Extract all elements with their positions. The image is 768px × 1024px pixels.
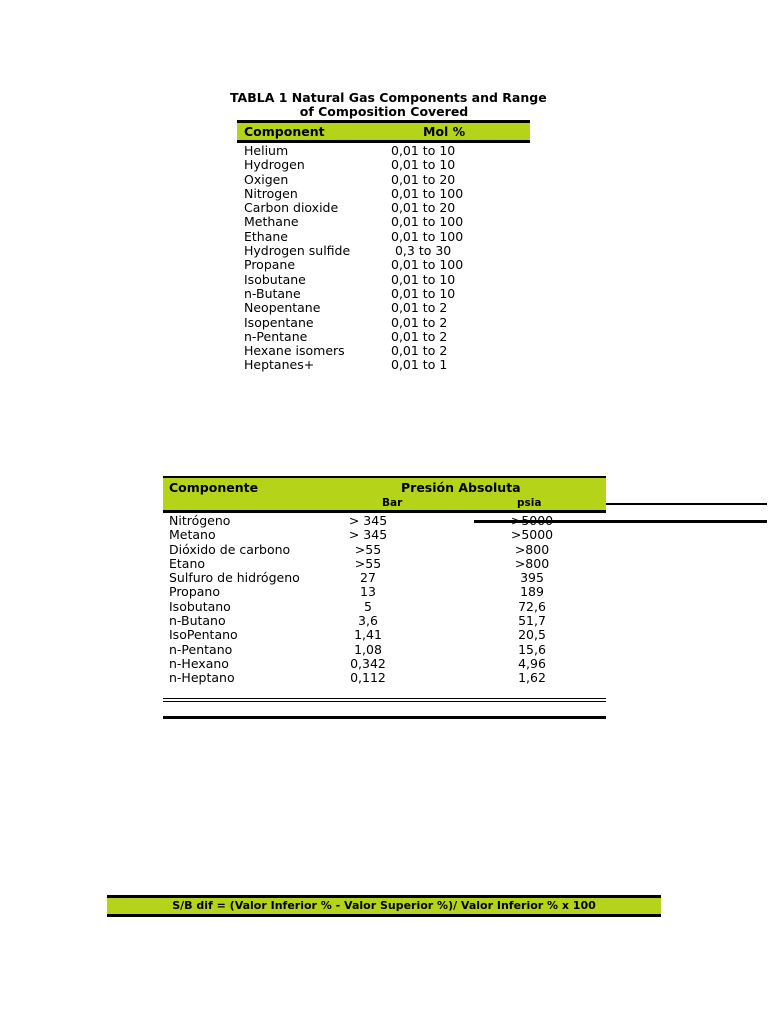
table-row [237,258,530,272]
table-row [237,201,530,215]
pressure-psia: >5000 [510,513,554,528]
pressure-psia: >800 [514,555,550,571]
componente-name: Isobutano [169,598,231,614]
componente-name: Etano [169,555,206,571]
table2-header [163,476,606,513]
mol-range: 0,01 to 2 [391,300,448,316]
table1-title-line2: of Composition Covered [299,104,469,119]
pressure-bar: > 345 [348,527,388,543]
table-row [237,173,530,187]
table-row [237,287,530,301]
componente-name: Sulfuro de hidrógeno [169,570,300,586]
table-row [163,514,606,528]
pressure-psia: 395 [520,570,544,586]
component-name: n-Pentane [244,328,308,344]
header-component: Component [244,124,325,139]
component-name: Hydrogen [244,157,305,173]
header-componente: Componente [169,480,259,495]
table-row [237,230,530,244]
pressure-bar: >55 [354,541,382,557]
component-name: Heptanes+ [244,357,315,373]
componente-name: Metano [169,527,216,543]
table-row [163,628,606,642]
mol-range: 0,01 to 20 [391,200,456,216]
mol-range: 0,3 to 30 [391,243,452,259]
mol-range: 0,01 to 100 [391,214,464,230]
pressure-bar: 13 [360,584,376,600]
table-row [237,244,530,258]
pressure-bar: > 345 [348,513,388,528]
component-name: Hydrogen sulfide [244,243,351,259]
pressure-psia: >800 [514,541,550,557]
mol-range: 0,01 to 2 [391,328,448,344]
component-name: Nitrogen [244,185,298,201]
table-row [163,557,606,571]
pressure-psia: >5000 [510,527,554,543]
table2-divider-1 [163,698,606,699]
formula-bar: S/B dif = (Valor Inferior % - Valor Superior %)/ Valor Inferior % x 100 [107,895,661,917]
table2-divider-thick [163,716,606,719]
table-row [163,614,606,628]
table-row [163,528,606,542]
pressure-table [163,476,606,686]
componente-name: n-Heptano [169,670,235,686]
header-bar: Bar [382,497,403,509]
component-name: n-Butane [244,285,301,301]
header-mol-percent: Mol % [423,124,466,139]
component-name: Ethane [244,228,288,244]
table-row [163,585,606,599]
table-row [237,358,530,372]
table-row [237,330,530,344]
mol-range: 0,01 to 2 [391,314,448,330]
component-name: Hexane isomers [244,343,345,359]
mol-range: 0,01 to 20 [391,171,456,187]
mol-range: 0,01 to 100 [391,185,464,201]
componente-name: n-Hexano [169,655,229,671]
pressure-bar: 0,112 [350,670,386,686]
componente-name: n-Pentano [169,641,233,657]
pressure-psia: 4,96 [518,655,546,671]
table2-divider-2 [163,701,606,702]
table-row [163,657,606,671]
pressure-bar: 1,08 [354,641,382,657]
pressure-bar: 1,41 [354,627,382,643]
pressure-psia: 20,5 [518,627,546,643]
table1-header [237,120,530,143]
component-name: Oxigen [244,171,289,187]
componente-name: Propano [169,584,220,600]
table-row [237,316,530,330]
pressure-bar: 27 [360,570,376,586]
componente-name: Dióxido de carbono [169,541,291,557]
table-row [237,215,530,229]
component-name: Propane [244,257,296,273]
componente-name: IsoPentano [169,627,238,643]
pressure-bar: 3,6 [358,613,378,629]
table1-body [237,143,530,373]
table-row [163,671,606,685]
table-row [163,543,606,557]
componente-name: Nitrógeno [169,513,231,528]
mol-range: 0,01 to 100 [391,257,464,273]
component-name: Isobutane [244,271,306,287]
pressure-bar: 5 [364,598,372,614]
table-row [163,600,606,614]
component-name: Carbon dioxide [244,200,339,216]
mol-range: 0,01 to 10 [391,143,456,158]
mol-range: 0,01 to 2 [391,343,448,359]
gas-components-table [237,120,530,373]
pressure-psia: 15,6 [518,641,546,657]
component-name: Isopentane [244,314,314,330]
table-row [237,301,530,315]
table-row [237,187,530,201]
pressure-psia: 189 [520,584,544,600]
table1-title [230,90,547,119]
pressure-psia: 72,6 [518,598,546,614]
component-name: Methane [244,214,299,230]
table-row [163,643,606,657]
pressure-psia: 51,7 [518,613,546,629]
mol-range: 0,01 to 10 [391,271,456,287]
mol-range: 0,01 to 10 [391,285,456,301]
header-presion-absoluta: Presión Absoluta [401,480,521,495]
pressure-bar: 0,342 [350,655,386,671]
pressure-psia: 1,62 [518,670,546,686]
mol-range: 0,01 to 1 [391,357,448,373]
componente-name: n-Butano [169,613,226,629]
header-psia: psia [517,497,542,509]
table2-body [163,513,606,686]
component-name: Neopentane [244,300,321,316]
table-row [163,571,606,585]
table-row [237,144,530,158]
mol-range: 0,01 to 10 [391,157,456,173]
table-row [237,158,530,172]
mol-range: 0,01 to 100 [391,228,464,244]
table1-title-line1: TABLA 1 Natural Gas Components and Range [230,90,547,105]
table-row [237,344,530,358]
pressure-bar: >55 [354,555,382,571]
table-row [237,273,530,287]
component-name: Helium [244,143,289,158]
